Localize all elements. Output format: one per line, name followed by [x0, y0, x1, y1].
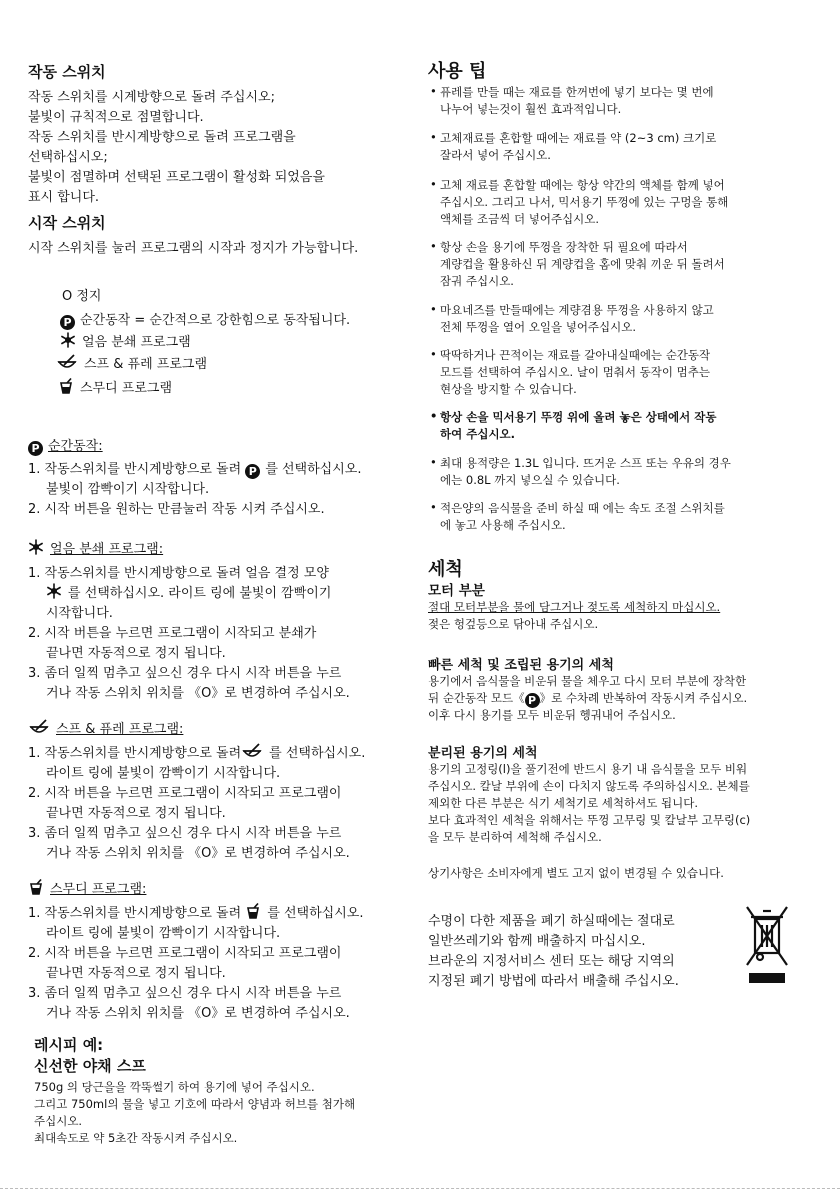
tip-item: 모드를 선택하여 주십시오. 날이 멈춰서 동작이 멈추는	[440, 365, 710, 379]
start-switch-title: 시작 스위치	[28, 214, 106, 232]
text-line: 2. 시작 버튼을 누르면 프로그램이 시작되고 프로그램이	[28, 786, 342, 801]
tip-item: 에는 0.8L 까지 넣으실 수 있습니다.	[440, 473, 620, 487]
text-line: 거나 작동 스위치 위치를 《O》로 변경하여 주십시오.	[46, 686, 350, 701]
tip-item: 잘라서 넣어 주십시오.	[440, 148, 551, 162]
text-line	[28, 458, 361, 479]
text-line: 주십시오. 칼날 부위에 손이 다치지 않도록 주의하십시오. 본체를	[428, 779, 750, 793]
pulse-title-label: 순간동작:	[48, 439, 103, 454]
pulse-p-icon: P	[60, 315, 75, 330]
text-line: 끝나면 자동적으로 정지 됩니다.	[46, 646, 226, 661]
tip-item: • 고체 재료를 혼합할 때에는 항상 약간의 액체를 함께 넣어	[440, 177, 725, 193]
tip-item: 하여 주십시오.	[440, 427, 516, 441]
text-line: 끝나면 자동적으로 정지 됩니다.	[46, 966, 226, 981]
pulse-section-title	[28, 435, 103, 456]
tip-item: 잠궈 주십시오.	[440, 274, 514, 288]
text-part: 1. 작동스위치를 반시계방향으로 돌려	[28, 906, 242, 921]
text-line: 3. 좀더 일찍 멈추고 싶으신 경우 다시 시작 버튼을 누르	[28, 666, 342, 681]
tips-title: 사용 팁	[428, 61, 487, 82]
tip-item: 액체를 조금씩 더 넣어주십시오.	[440, 212, 600, 226]
text-line: 작동 스위치를 시계방향으로 돌려 주십시오;	[28, 90, 275, 105]
mode-ice	[60, 331, 191, 350]
tip-item: 나누어 넣는것이 훨씬 효과적입니다.	[440, 102, 622, 116]
bowl-whisk-icon	[56, 354, 78, 370]
snowflake-icon	[46, 583, 62, 599]
text-line: 브라운의 지정서비스 센터 또는 해당 지역의	[428, 954, 675, 969]
tip-item: • 퓨레를 만들 때는 재료를 한꺼번에 넣기 보다는 몇 번에	[440, 84, 714, 100]
snowflake-icon	[60, 332, 76, 348]
mode-stop: O 정지	[62, 289, 102, 304]
text-line: 3. 좀더 일찍 멈추고 싶으신 경우 다시 시작 버튼을 누르	[28, 986, 342, 1001]
text-line: 라이트 링에 불빛이 깜빡이기 시작합니다.	[46, 766, 281, 781]
tip-item: • 적은양의 음식물을 준비 하실 때 에는 속도 조절 스위치를	[440, 500, 725, 516]
pulse-p-icon: P	[28, 441, 43, 456]
text-part: 를 선택하십시오. 라이트 링에 불빛이 깜빡이기	[68, 586, 332, 601]
quick-clean-title: 빠른 세척 및 조립된 용기의 세척	[428, 658, 614, 673]
mode-pulse	[60, 309, 350, 330]
text-line: 제외한 다른 부분은 식기 세척기로 세척하셔도 됩니다.	[428, 796, 698, 810]
tip-item: • 고체재료를 혼합할 때에는 재료를 약 (2~3 cm) 크기로	[440, 130, 716, 146]
text-part: 를 선택하십시오.	[265, 462, 362, 477]
text-line: 시작합니다.	[46, 606, 113, 621]
mode-soup-label: 스프 & 퓨레 프로그램	[84, 357, 207, 372]
page-bottom-border	[0, 1188, 840, 1190]
text-line: 일반쓰레기와 함께 배출하지 마십시오.	[428, 934, 646, 949]
soup-section-title	[28, 718, 183, 737]
text-line: 끝나면 자동적으로 정지 됩니다.	[46, 806, 226, 821]
text-line: 이후 다시 용기를 모두 비운뒤 헹궈내어 주십시오.	[428, 708, 676, 722]
pulse-p-icon: P	[245, 464, 260, 479]
smoothie-cup-icon	[58, 378, 74, 394]
separate-clean-title: 분리된 용기의 세척	[428, 746, 538, 761]
mode-smoothie-label: 스무디 프로그램	[80, 381, 173, 396]
text-part: 1. 작동스위치를 반시계방향으로 돌려	[28, 746, 242, 761]
tip-item: 현상을 방지할 수 있습니다.	[440, 382, 577, 396]
text-line: 불빛이 깜빡이기 시작합니다.	[46, 482, 210, 497]
text-part: 》로 수차례 반복하여 작동시켜 주십시오.	[539, 691, 748, 705]
crossed-bin-icon	[745, 905, 789, 995]
text-line: 1. 작동스위치를 반시계방향으로 돌려 얼음 결정 모양	[28, 566, 329, 581]
recipe-subtitle: 신선한 야채 스프	[34, 1057, 146, 1075]
text-line: 작동 스위치를 반시계방향으로 돌려 프로그램을	[28, 130, 296, 145]
smoothie-cup-icon	[245, 903, 261, 919]
text-line: 거나 작동 스위치 위치를 《O》로 변경하여 주십시오.	[46, 1006, 350, 1021]
snowflake-icon	[28, 539, 44, 555]
tip-item: 주십시오. 그리고 나서, 믹서용기 뚜껑에 있는 구멍을 통해	[440, 195, 729, 209]
tip-item: • 항상 손을 용기에 뚜껑을 장착한 뒤 필요에 따라서	[440, 239, 688, 255]
tip-item: • 마요네즈를 만들때에는 계량겸용 뚜껑을 사용하지 않고	[440, 302, 714, 318]
text-line: 젖은 헝겊등으로 닦아내 주십시오.	[428, 617, 599, 631]
text-part: 뒤 순간동작 모드《	[428, 691, 525, 705]
text-part: 를 선택하십시오.	[269, 746, 366, 761]
tip-item: 에 놓고 사용해 주십시오.	[440, 518, 566, 532]
smoothie-title-label: 스무디 프로그램:	[50, 882, 147, 897]
notice-text: 상기사항은 소비자에게 별도 고지 없이 변경될 수 있습니다.	[428, 866, 724, 880]
text-line: 선택하십시오;	[28, 150, 108, 165]
text-line: 불빛이 규칙적으로 점멸합니다.	[28, 110, 204, 125]
mode-ice-label: 얼음 분쇄 프로그램	[82, 335, 191, 350]
recipe-title: 레시피 예:	[34, 1036, 104, 1054]
mode-smoothie	[58, 377, 172, 396]
text-part: 1. 작동스위치를 반시계방향으로 돌려	[28, 462, 242, 477]
cleaning-title: 세척	[428, 559, 463, 580]
mode-soup	[56, 353, 207, 372]
text-line: 용기의 고정링(l)을 풀기전에 반드시 용기 내 음식물을 모두 비워	[428, 762, 748, 776]
text-line: 시작 스위치를 눌러 프로그램의 시작과 정지가 가능합니다.	[28, 241, 359, 256]
tip-item: 계량컵을 활용하신 뒤 계량컵을 홈에 맞춰 끼운 뒤 돌려서	[440, 257, 725, 271]
text-line: 보다 효과적인 세척을 위해서는 뚜껑 고무링 및 칼날부 고무링(c)	[428, 813, 751, 827]
text-line: 지정된 폐기 방법에 따라서 배출해 주십시오.	[428, 974, 679, 989]
bowl-whisk-icon	[241, 743, 263, 759]
tip-item: • 최대 용적량은 1.3L 입니다. 뜨거운 스프 또는 우유의 경우	[440, 455, 731, 471]
soup-title-label: 스프 & 퓨레 프로그램:	[56, 722, 184, 737]
text-line	[28, 742, 365, 761]
tip-item: 전체 뚜껑을 열어 오일을 넣어주십시오.	[440, 320, 637, 334]
smoothie-cup-icon	[28, 879, 44, 895]
tip-item: • 항상 손을 믹서용기 뚜껑 위에 올려 놓은 상태에서 작동	[440, 409, 716, 425]
text-line: 3. 좀더 일찍 멈추고 싶으신 경우 다시 시작 버튼을 누르	[28, 826, 342, 841]
text-line: 라이트 링에 불빛이 깜빡이기 시작합니다.	[46, 926, 281, 941]
text-line: 최대속도로 약 5초간 작동시켜 주십시오.	[34, 1131, 238, 1145]
operation-switch-title: 작동 스위치	[28, 63, 106, 81]
text-line: 거나 작동 스위치 위치를 《O》로 변경하여 주십시오.	[46, 846, 350, 861]
text-line	[28, 902, 363, 921]
text-line: 2. 시작 버튼을 원하는 만큼눌러 작동 시켜 주십시오.	[28, 502, 325, 517]
text-line: 주십시오.	[34, 1114, 83, 1128]
text-line: 을 모두 분리하여 세척해 주십시오.	[428, 830, 602, 844]
text-part: 를 선택하십시오.	[267, 906, 364, 921]
text-line	[428, 690, 747, 708]
bowl-whisk-icon	[28, 719, 50, 735]
ice-section-title	[28, 538, 163, 557]
text-line: 표시 합니다.	[28, 190, 100, 205]
text-line: 수명이 다한 제품을 폐기 하실때에는 절대로	[428, 914, 675, 929]
smoothie-section-title	[28, 878, 146, 897]
text-line: 750g 의 당근을을 깍뚝썰기 하여 용기에 넣어 주십시오.	[34, 1080, 315, 1094]
mode-pulse-label: 순간동작 = 순간적으로 강한힘으로 동작됩니다.	[80, 313, 351, 328]
text-line: 불빛이 점멸하며 선택된 프로그램이 활성화 되었음을	[28, 170, 325, 185]
pulse-p-icon: P	[525, 693, 540, 708]
text-line: 절대 모터부분을 물에 담그거나 젖도록 세척하지 마십시오.	[428, 600, 721, 614]
text-line: 2. 시작 버튼을 누르면 프로그램이 시작되고 프로그램이	[28, 946, 342, 961]
text-line: 2. 시작 버튼을 누르면 프로그램이 시작되고 분쇄가	[28, 626, 317, 641]
tip-item: • 딱딱하거나 끈적이는 재료를 갈아내실때에는 순간동작	[440, 347, 710, 363]
text-line: 용기에서 음식물을 비운뒤 물을 체우고 다시 모터 부분에 장착한	[428, 674, 747, 688]
text-line: 그리고 750ml의 물을 넣고 기호에 따라서 양념과 허브를 첨가해	[34, 1097, 356, 1111]
ice-title-label: 얼음 분쇄 프로그램:	[50, 542, 164, 557]
motor-title: 모터 부분	[428, 583, 485, 599]
text-line	[46, 582, 331, 601]
